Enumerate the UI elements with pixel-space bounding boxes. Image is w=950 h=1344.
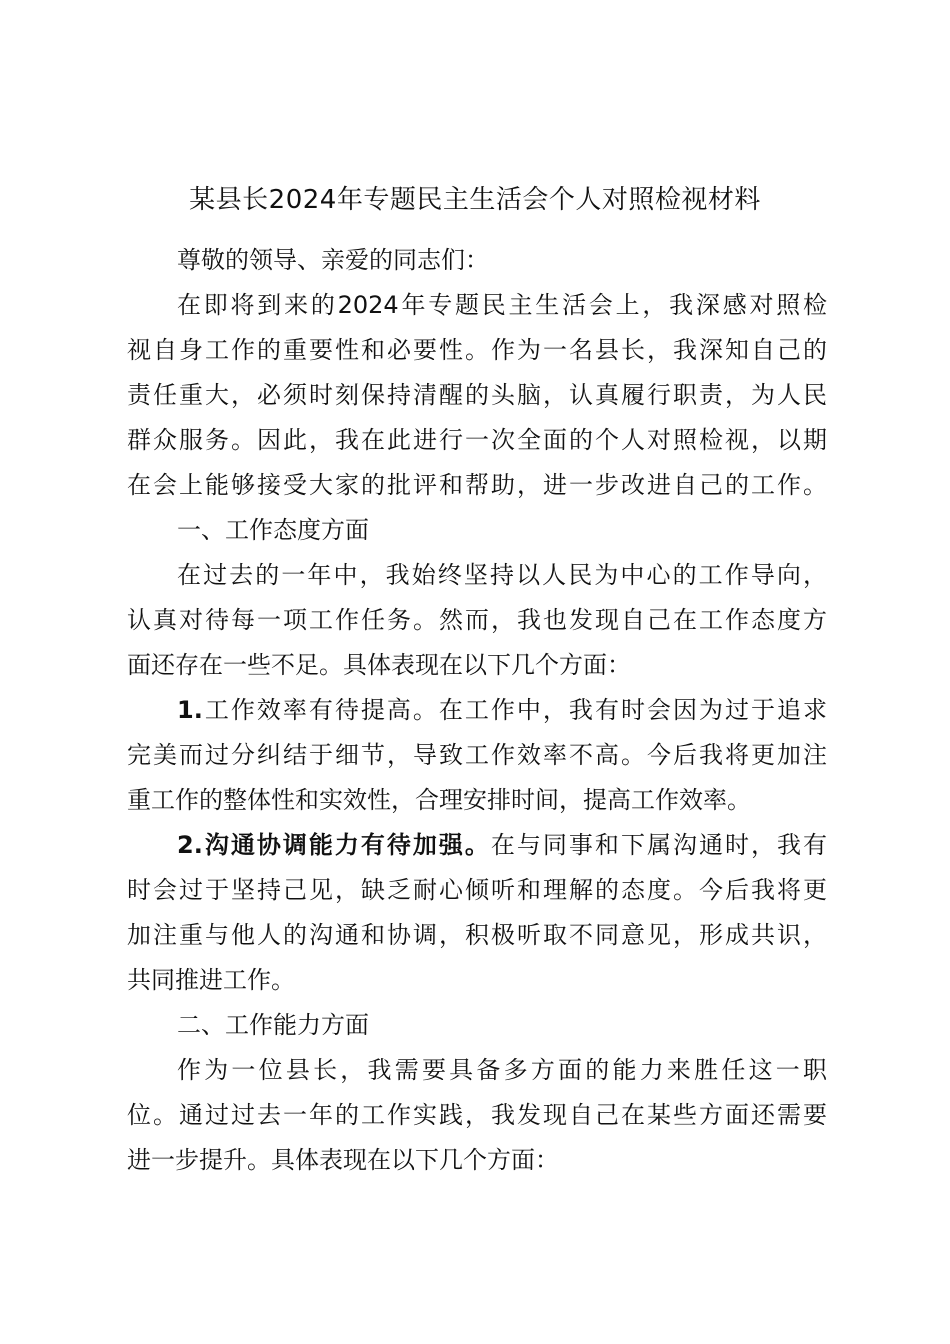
intro-line: 在即将到来的2024年专题民主生活会上，我深感对照检 (177, 291, 827, 319)
section1-para-line: 面还存在一些不足。具体表现在以下几个方面： (127, 651, 631, 679)
list-item-1-line: 完美而过分纠结于细节，导致工作效率不高。今后我将更加注 (127, 741, 827, 769)
section2-para-line: 进一步提升。具体表现在以下几个方面： (127, 1146, 559, 1174)
list-item-2-line: 时会过于坚持己见，缺乏耐心倾听和理解的态度。今后我将更 (127, 876, 827, 904)
salutation: 尊敬的领导、亲爱的同志们： (177, 246, 489, 274)
list-item-number: 1. (177, 696, 203, 724)
intro-line: 视自身工作的重要性和必要性。作为一名县长，我深知自己的 (127, 336, 827, 364)
list-item-bold-lead: 2.沟通协调能力有待加强。 (177, 831, 491, 859)
document-title: 某县长2024年专题民主生活会个人对照检视材料 (189, 185, 761, 215)
list-item-text: 工作效率有待提高。在工作中，我有时会因为过于追求 (202, 696, 827, 724)
intro-line: 责任重大，必须时刻保持清醒的头脑，认真履行职责，为人民 (127, 381, 827, 409)
section1-para-line: 认真对待每一项工作任务。然而，我也发现自己在工作态度方 (127, 606, 827, 634)
list-item-text: 在与同事和下属沟通时，我有 (490, 831, 827, 859)
list-item-1-line: 重工作的整体性和实效性，合理安排时间，提高工作效率。 (127, 786, 751, 814)
intro-line: 群众服务。因此，我在此进行一次全面的个人对照检视，以期 (127, 426, 827, 454)
section-heading: 一、工作态度方面 (177, 516, 369, 544)
section1-para-line: 在过去的一年中，我始终坚持以人民为中心的工作导向， (177, 561, 827, 589)
list-item-2-line: 共同推进工作。 (127, 966, 295, 994)
section-heading: 二、工作能力方面 (177, 1011, 369, 1039)
list-item-2-line: 加注重与他人的沟通和协调，积极听取不同意见，形成共识， (127, 921, 827, 949)
section2-para-line: 作为一位县长，我需要具备多方面的能力来胜任这一职 (177, 1056, 827, 1084)
list-item-1-first-line (177, 690, 827, 730)
section2-para-line: 位。通过过去一年的工作实践，我发现自己在某些方面还需要 (127, 1101, 827, 1129)
intro-line: 在会上能够接受大家的批评和帮助，进一步改进自己的工作。 (127, 471, 827, 499)
list-item-2-first-line (177, 825, 827, 865)
